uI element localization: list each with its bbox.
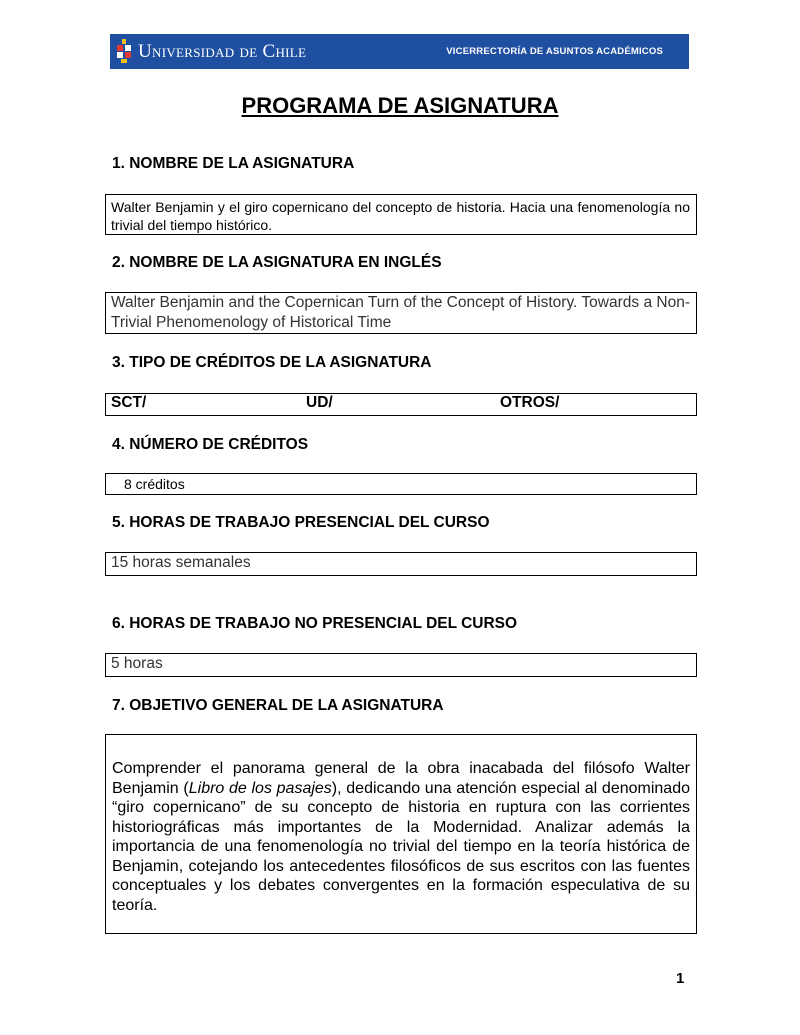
credit-type-ud: UD/: [306, 394, 333, 411]
presential-hours-value: 15 horas semanales: [111, 554, 251, 571]
section-1-box: [105, 194, 697, 235]
page-title: PROGRAMA DE ASIGNATURA: [241, 93, 559, 118]
section-7-box: [105, 734, 697, 934]
section-4-box: [105, 473, 697, 495]
course-name-value: Walter Benjamin y el giro copernicano del concepto de historia. Hacia una fenomenología no trivial del tiempo histórico.: [111, 199, 690, 233]
objective-book-title: Libro de los pasajes: [188, 779, 332, 797]
credit-type-otros: OTROS/: [500, 394, 560, 411]
section-3-heading: 3. TIPO DE CRÉDITOS DE LA ASIGNATURA: [112, 354, 432, 371]
section-6-heading: 6. HORAS DE TRABAJO NO PRESENCIAL DEL CURSO: [112, 615, 518, 632]
university-name: Universidad de Chile: [138, 41, 307, 62]
section-4-heading: 4. NÚMERO DE CRÉDITOS: [112, 436, 309, 453]
vicerrectoria-name: VICERRECTORÍA DE ASUNTOS ACADÉMICOS: [446, 46, 663, 57]
section-7-heading: 7. OBJETIVO GENERAL DE LA ASIGNATURA: [112, 697, 444, 714]
credits-number-value: 8 créditos: [124, 476, 185, 492]
credit-type-sct: SCT/: [111, 394, 147, 411]
section-5-box: [105, 552, 697, 576]
objective-text-end: ), dedicando una atención especial al denominado “giro copernicano” de su concepto de historia en ruptura con las corrientes historiográficas más importantes de la Modernidad. Analizar además la importancia de una fenomenología no trivial del tiempo en la teoría histórica de Benjamin, cotejando los antecedentes filosóficos de sus escritos con las fuentes conceptuales y los debates convergentes en la formación especulativa de su teoría.: [112, 779, 690, 914]
section-3-box: [105, 393, 697, 416]
section-6-box: [105, 653, 697, 677]
non-presential-hours-value: 5 horas: [111, 655, 163, 672]
header-banner: [110, 34, 689, 69]
section-2-heading: 2. NOMBRE DE LA ASIGNATURA EN INGLÉS: [112, 254, 442, 271]
page-number: 1: [676, 970, 685, 987]
general-objective-text: [112, 759, 690, 915]
objective-text-start: Comprender el panorama general de la obra inacabada del filósofo Walter Benjamin (: [112, 760, 690, 797]
section-5-heading: 5. HORAS DE TRABAJO PRESENCIAL DEL CURSO: [112, 514, 490, 531]
university-crest-icon: [116, 39, 132, 63]
course-name-english-value: Walter Benjamin and the Copernican Turn of the Concept of History. Towards a Non-Trivial Phenomenology of Historical Time: [111, 294, 690, 331]
section-1-heading: 1. NOMBRE DE LA ASIGNATURA: [112, 155, 355, 172]
section-2-box: [105, 292, 697, 334]
